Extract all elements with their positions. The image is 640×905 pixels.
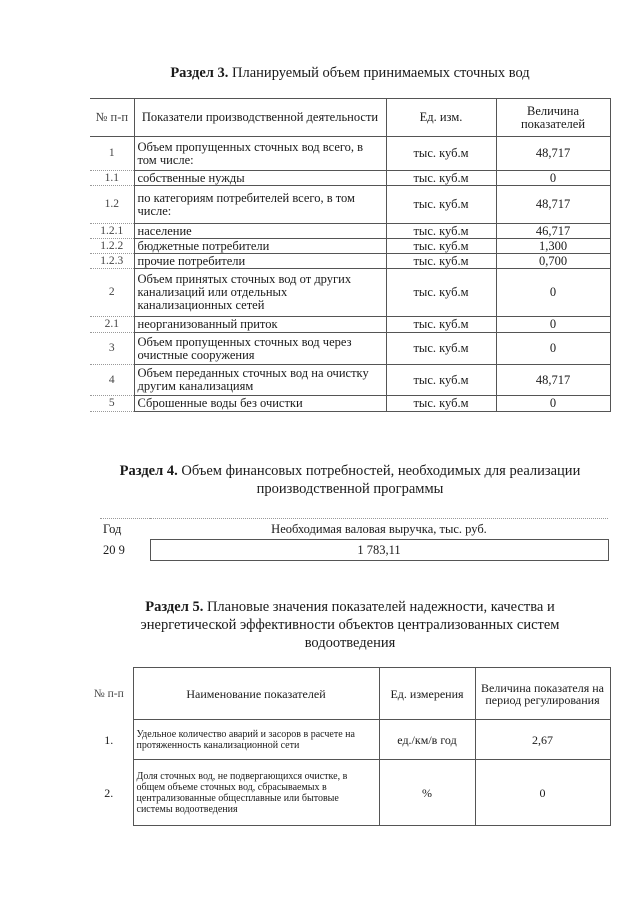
row-unit: тыс. куб.м <box>386 365 496 396</box>
header-num: № п-п <box>85 668 133 720</box>
table-row <box>90 317 610 333</box>
financial-needs-table <box>100 518 609 561</box>
row-unit: тыс. куб.м <box>386 186 496 224</box>
row-value: 48,717 <box>496 137 610 171</box>
table-header-row <box>100 519 608 540</box>
row-unit: тыс. куб.м <box>386 254 496 269</box>
row-unit: % <box>379 760 475 826</box>
section-3-title <box>100 64 600 82</box>
row-num: 5 <box>90 396 134 412</box>
row-num: 1.2.1 <box>90 224 134 239</box>
row-name: Объем пропущенных сточных вод через очистные сооружения <box>134 333 386 365</box>
table-row <box>85 720 610 760</box>
table-row <box>90 333 610 365</box>
header-indicator: Показатели производственной деятельности <box>134 99 386 137</box>
section-5-lead: Раздел 5. <box>145 599 204 615</box>
section-5-text: Плановые значения показателей надежности, качества и энергетической эффективности объектов централизованных систем водоотведения <box>140 599 560 651</box>
table-row <box>90 239 610 254</box>
section-4-text: Объем финансовых потребностей, необходимых для реализации производственной программы <box>181 463 581 497</box>
row-num: 2.1 <box>90 317 134 333</box>
reliability-indicators-table <box>85 667 611 826</box>
planned-wastewater-table <box>90 98 611 412</box>
row-name: Сброшенные воды без очистки <box>134 396 386 412</box>
row-unit: тыс. куб.м <box>386 137 496 171</box>
section-3-text: Планируемый объем принимаемых сточных вод <box>232 65 530 81</box>
table-row <box>90 365 610 396</box>
row-value: 1,300 <box>496 239 610 254</box>
row-name: Удельное количество аварий и засоров в расчете на протяженность канализационной сети <box>133 720 379 760</box>
header-year: Год <box>100 519 150 540</box>
row-num: 1. <box>85 720 133 760</box>
row-num: 2 <box>90 269 134 317</box>
row-value: 0 <box>475 760 610 826</box>
row-value: 0 <box>496 269 610 317</box>
row-revenue: 1 783,11 <box>150 540 608 561</box>
row-num: 1.2.2 <box>90 239 134 254</box>
row-unit: тыс. куб.м <box>386 396 496 412</box>
row-value: 0,700 <box>496 254 610 269</box>
row-value: 0 <box>496 333 610 365</box>
row-unit: тыс. куб.м <box>386 317 496 333</box>
row-value: 48,717 <box>496 186 610 224</box>
table-header-row <box>85 668 610 720</box>
table-row <box>90 269 610 317</box>
row-unit: тыс. куб.м <box>386 224 496 239</box>
table-row <box>100 540 608 561</box>
section-4-lead: Раздел 4. <box>119 463 178 479</box>
row-value: 0 <box>496 171 610 186</box>
row-name: неорганизованный приток <box>134 317 386 333</box>
table-row <box>90 396 610 412</box>
row-unit: ед./км/в год <box>379 720 475 760</box>
row-unit: тыс. куб.м <box>386 333 496 365</box>
row-name: Объем пропущенных сточных вод всего, в том числе: <box>134 137 386 171</box>
row-num: 1.2 <box>90 186 134 224</box>
row-num: 3 <box>90 333 134 365</box>
header-revenue: Необходимая валовая выручка, тыс. руб. <box>150 519 608 540</box>
row-num: 1 <box>90 137 134 171</box>
row-name: бюджетные потребители <box>134 239 386 254</box>
table-row <box>85 760 610 826</box>
row-num: 2. <box>85 760 133 826</box>
row-name: Объем переданных сточных вод на очистку другим канализациям <box>134 365 386 396</box>
table-row <box>90 186 610 224</box>
header-unit: Ед. изм. <box>386 99 496 137</box>
table-row <box>90 171 610 186</box>
row-name: по категориям потребителей всего, в том числе: <box>134 186 386 224</box>
header-value: Величина показателей <box>496 99 610 137</box>
section-4-title <box>95 462 605 498</box>
row-value: 48,717 <box>496 365 610 396</box>
section-5-title <box>120 598 580 652</box>
header-value: Величина показателя на период регулирования <box>475 668 610 720</box>
table-row <box>90 224 610 239</box>
header-name: Наименование показателей <box>133 668 379 720</box>
header-unit: Ед. измерения <box>379 668 475 720</box>
row-name: прочие потребители <box>134 254 386 269</box>
header-num: № п-п <box>90 99 134 137</box>
table-row <box>90 254 610 269</box>
row-year: 20 9 <box>103 542 125 557</box>
row-value: 2,67 <box>475 720 610 760</box>
row-name: население <box>134 224 386 239</box>
table-row <box>90 137 610 171</box>
table-header-row <box>90 99 610 137</box>
row-name: Объем принятых сточных вод от других канализаций или отдельных канализационных сетей <box>134 269 386 317</box>
row-unit: тыс. куб.м <box>386 269 496 317</box>
row-unit: тыс. куб.м <box>386 239 496 254</box>
row-value: 0 <box>496 396 610 412</box>
row-value: 46,717 <box>496 224 610 239</box>
row-name: Доля сточных вод, не подвергающихся очистке, в общем объеме сточных вод, сбрасываемых в централизованные общесплавные или бытовые системы водоотведения <box>133 760 379 826</box>
row-num: 1.2.3 <box>90 254 134 269</box>
row-num: 4 <box>90 365 134 396</box>
row-name: собственные нужды <box>134 171 386 186</box>
row-value: 0 <box>496 317 610 333</box>
row-num: 1.1 <box>90 171 134 186</box>
section-3-lead: Раздел 3. <box>170 65 229 81</box>
row-unit: тыс. куб.м <box>386 171 496 186</box>
